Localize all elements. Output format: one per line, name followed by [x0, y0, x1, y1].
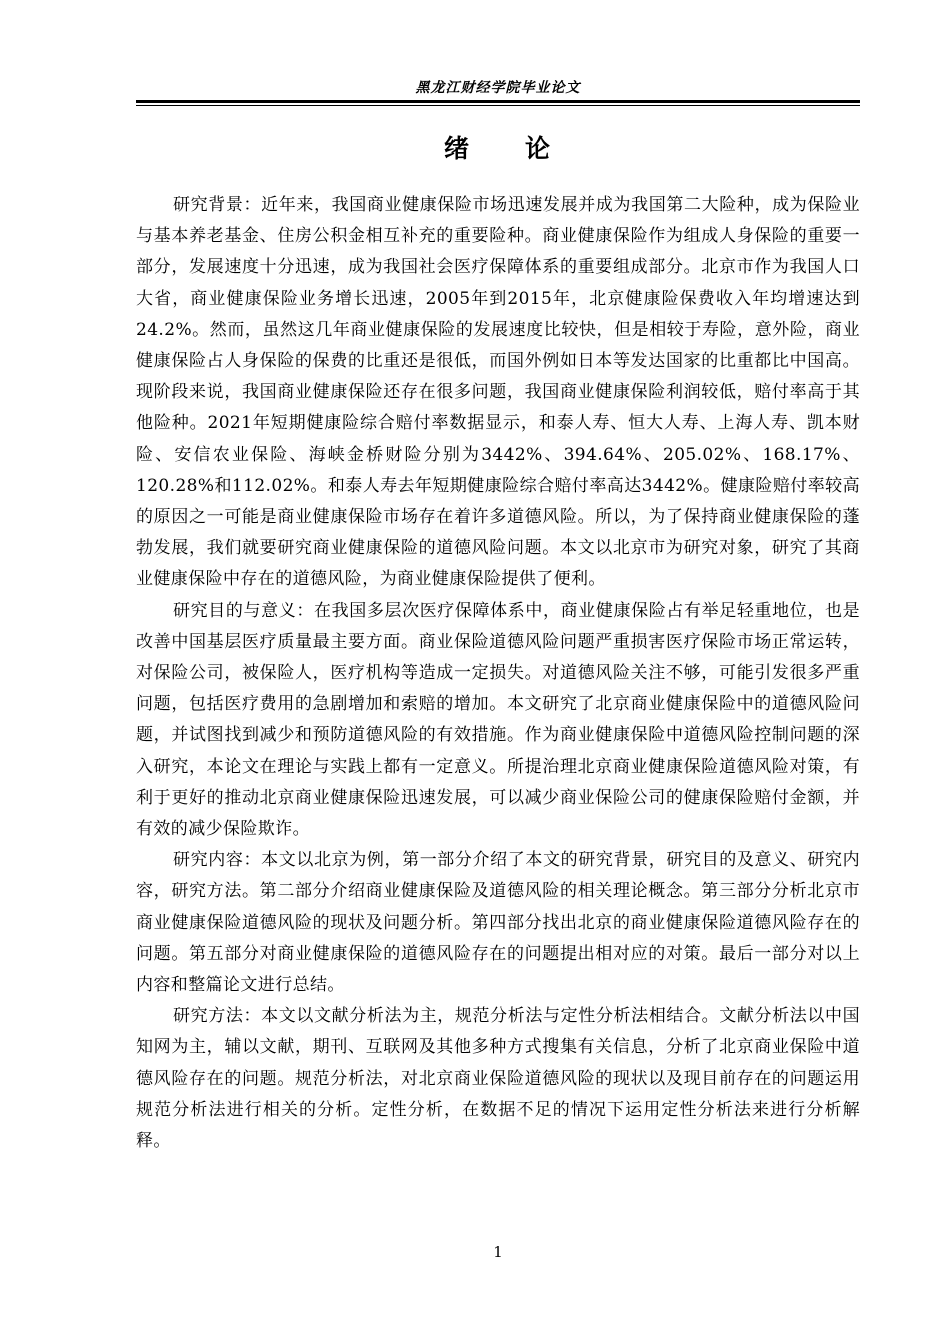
paragraph-research-content: 研究内容：本文以北京为例，第一部分介绍了本文的研究背景，研究目的及意义、研究内容，研究方法。第二部分介绍商业健康保险及道德风险的相关理论概念。第三部分分析北京市商业健康保险道德风险的现状及问题分析。第四部分找出北京的商业健康保险道德风险存在的问题。第五部分对商业健康保险的道德风险存在的问题提出相对应的对策。最后一部分对以上内容和整篇论文进行总结。: [136, 850, 860, 996]
body-text: [136, 190, 860, 1157]
running-header-title: 黑龙江财经学院毕业论文: [415, 80, 581, 96]
header-rule-thin: [136, 105, 860, 106]
paragraph-research-method: 研究方法：本文以文献分析法为主，规范分析法与定性分析法相结合。文献分析法以中国知网为主，辅以文献，期刊、互联网及其他多种方式搜集有关信息，分析了北京商业保险中道德风险存在的问题。规范分析法，对北京商业保险道德风险的现状以及现目前存在的问题运用规范分析法进行相关的分析。定性分析，在数据不足的情况下运用定性分析法来进行分析解释。: [136, 1006, 860, 1152]
chapter-title: 绪 论: [443, 134, 552, 163]
page-number: 1: [493, 1243, 503, 1261]
paragraph-research-background: 研究背景：近年来，我国商业健康保险市场迅速发展并成为我国第二大险种，成为保险业与基本养老基金、住房公积金相互补充的重要险种。商业健康保险作为组成人身保险的重要一部分，发展速度十分迅速，成为我国社会医疗保障体系的重要组成部分。北京市作为我国人口大省，商业健康保险业务增长迅速，2005年到2015年，北京健康险保费收入年均增速达到24.2%。然而，虽然这几年商业健康保险的发展速度比较快，但是相较于寿险，意外险，商业健康保险占人身保险的保费的比重还是很低，而国外例如日本等发达国家的比重都比中国高。现阶段来说，我国商业健康保险还存在很多问题，我国商业健康保险利润较低，赔付率高于其他险种。2021年短期健康险综合赔付率数据显示，和泰人寿、恒大人寿、上海人寿、凯本财险、安信农业保险、海峡金桥财险分别为3442%、394.64%、205.02%、168.17%、120.28%和112.02%。和泰人寿去年短期健康险综合赔付率高达3442%。健康险赔付率较高的原因之一可能是商业健康保险市场存在着许多道德风险。所以，为了保持商业健康保险的蓬勃发展，我们就要研究商业健康保险的道德风险问题。本文以北京市为研究对象，研究了其商业健康保险中存在的道德风险，为商业健康保险提供了便利。: [136, 195, 860, 590]
paragraph-research-purpose: 研究目的与意义：在我国多层次医疗保障体系中，商业健康保险占有举足轻重地位，也是改善中国基层医疗质量最主要方面。商业保险道德风险问题严重损害医疗保险市场正常运转，对保险公司，被保险人，医疗机构等造成一定损失。对道德风险关注不够，可能引发很多严重问题，包括医疗费用的急剧增加和索赔的增加。本文研究了北京商业健康保险中的道德风险问题，并试图找到减少和预防道德风险的有效措施。作为商业健康保险中道德风险控制问题的深入研究，本论文在理论与实践上都有一定意义。所提治理北京商业健康保险道德风险对策，有利于更好的推动北京商业健康保险迅速发展，可以减少商业保险公司的健康保险赔付金额，并有效的减少保险欺诈。: [136, 600, 860, 840]
header-rule-thick: [136, 100, 860, 103]
